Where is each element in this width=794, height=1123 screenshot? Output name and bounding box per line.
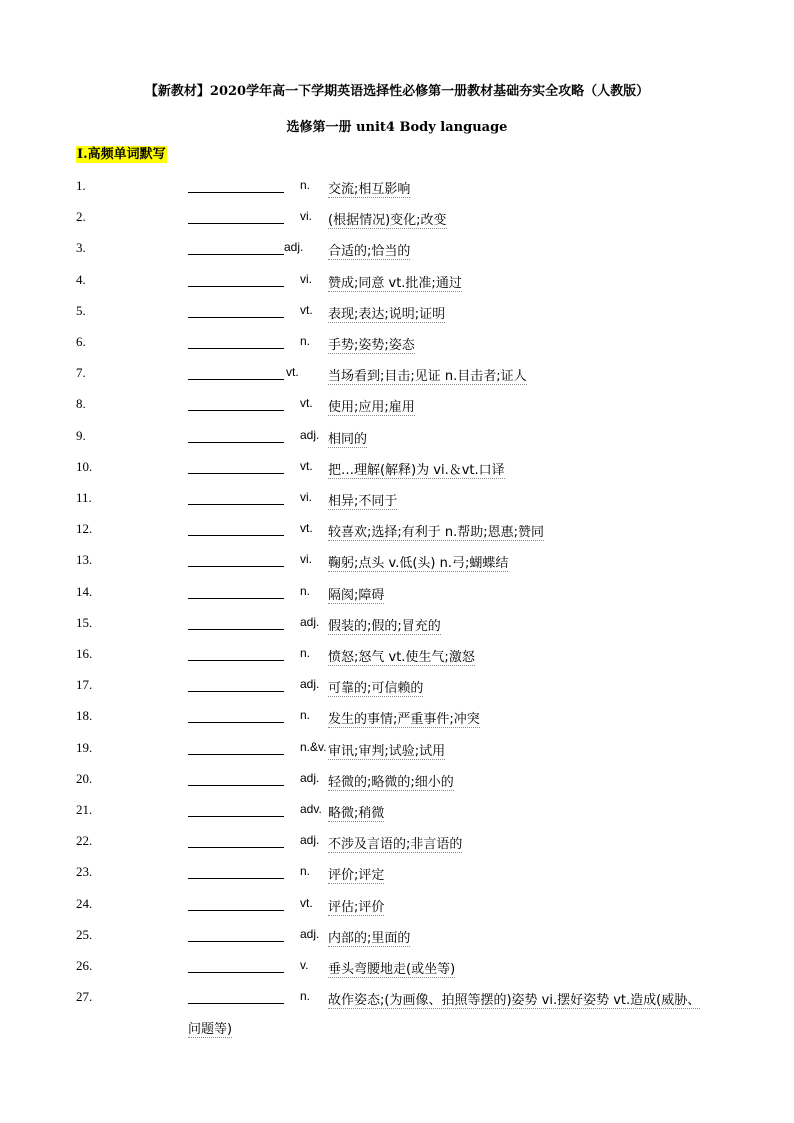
answer-blank[interactable] — [188, 473, 284, 474]
answer-blank[interactable] — [188, 629, 284, 630]
vocab-item — [0, 740, 794, 760]
part-of-speech: vt. — [300, 895, 313, 910]
document-title: 【新教材】2020学年高一下学期英语选择性必修第一册教材基础夯实全攻略（人教版） — [144, 84, 650, 99]
answer-blank[interactable] — [188, 722, 284, 723]
item-number: 4. — [76, 271, 86, 287]
item-number: 18. — [76, 708, 93, 724]
vocab-item — [0, 428, 794, 448]
section-heading: I.高频单词默写 — [77, 147, 166, 162]
chinese-meaning: (根据情况)变化;改变 — [328, 209, 447, 229]
item-number: 8. — [76, 396, 86, 412]
item-number: 3. — [76, 240, 86, 256]
item-27-continuation: 问题等) — [188, 1018, 232, 1038]
answer-blank[interactable] — [188, 535, 284, 536]
chinese-meaning: 使用;应用;雇用 — [328, 396, 415, 416]
vocab-item — [0, 958, 794, 978]
part-of-speech: adj. — [284, 240, 304, 255]
chinese-meaning: 轻微的;略微的;细小的 — [328, 771, 454, 791]
vocab-item — [0, 771, 794, 791]
answer-blank[interactable] — [188, 785, 284, 786]
part-of-speech: adj. — [300, 770, 320, 785]
vocab-item — [0, 802, 794, 822]
part-of-speech: vi. — [300, 271, 312, 286]
item-number: 16. — [76, 646, 93, 661]
answer-blank[interactable] — [188, 192, 284, 193]
vocab-item — [0, 615, 794, 635]
answer-blank[interactable] — [188, 598, 284, 599]
answer-blank[interactable] — [188, 941, 284, 942]
vocab-item — [0, 178, 794, 198]
vocab-item — [0, 584, 794, 604]
chinese-meaning: 当场看到;目击;见证 n.目击者;证人 — [328, 365, 527, 385]
chinese-meaning: 评价;评定 — [328, 864, 384, 884]
item-number: 13. — [76, 552, 93, 568]
item-number: 14. — [76, 583, 93, 599]
item-number: 17. — [76, 677, 93, 693]
answer-blank[interactable] — [188, 660, 284, 661]
part-of-speech: n. — [300, 864, 311, 879]
part-of-speech: adj. — [300, 926, 320, 941]
answer-blank[interactable] — [188, 1003, 284, 1004]
part-of-speech: adj. — [300, 677, 320, 692]
chinese-meaning: 略微;稍微 — [328, 802, 384, 822]
vocab-item — [0, 896, 794, 916]
part-of-speech: vt. — [300, 458, 313, 473]
answer-blank[interactable] — [188, 286, 284, 287]
part-of-speech: n. — [300, 708, 311, 723]
vocab-item — [0, 490, 794, 510]
answer-blank[interactable] — [188, 754, 284, 755]
chinese-meaning: 手势;姿势;姿态 — [328, 334, 415, 354]
vocab-item — [0, 677, 794, 697]
answer-blank[interactable] — [188, 847, 284, 848]
chinese-meaning: 交流;相互影响 — [328, 178, 410, 198]
chinese-meaning: 发生的事情;严重事件;冲突 — [328, 708, 480, 728]
item-number: 5. — [76, 302, 86, 318]
part-of-speech: vi. — [300, 552, 312, 567]
part-of-speech: vt. — [300, 396, 313, 411]
vocab-item — [0, 989, 794, 1009]
part-of-speech: n. — [300, 989, 311, 1004]
answer-blank[interactable] — [188, 317, 284, 318]
part-of-speech: adv. — [300, 802, 322, 816]
item-number: 21. — [76, 802, 93, 817]
chinese-meaning: 赞成;同意 vt.批准;通过 — [328, 272, 462, 292]
vocab-item — [0, 303, 794, 323]
chinese-meaning: 垂头弯腰地走(或坐等) — [328, 958, 455, 978]
answer-blank[interactable] — [188, 878, 284, 879]
vocab-item — [0, 459, 794, 479]
answer-blank[interactable] — [188, 348, 284, 349]
answer-blank[interactable] — [188, 910, 284, 911]
part-of-speech: vi. — [300, 209, 312, 224]
item-number: 1. — [76, 178, 86, 193]
chinese-meaning: 鞠躬;点头 v.低(头) n.弓;蝴蝶结 — [328, 552, 508, 572]
item-number: 10. — [76, 458, 93, 474]
chinese-meaning: 假装的;假的;冒充的 — [328, 615, 441, 635]
chinese-meaning: 内部的;里面的 — [328, 927, 410, 947]
answer-blank[interactable] — [188, 972, 284, 973]
item-number: 9. — [76, 427, 86, 443]
chinese-meaning: 可靠的;可信赖的 — [328, 677, 423, 697]
part-of-speech: adj. — [300, 833, 320, 848]
vocab-item — [0, 396, 794, 416]
chinese-meaning: 评估;评价 — [328, 896, 384, 916]
part-of-speech: n. — [300, 178, 311, 192]
part-of-speech: vt. — [300, 302, 313, 317]
answer-blank[interactable] — [188, 254, 284, 255]
chinese-meaning: 审讯;审判;试验;试用 — [328, 740, 445, 760]
chinese-meaning: 把…理解(解释)为 vi.＆vt.口译 — [328, 459, 505, 479]
chinese-meaning: 表现;表达;说明;证明 — [328, 303, 445, 323]
part-of-speech: n. — [300, 334, 311, 348]
answer-blank[interactable] — [188, 442, 284, 443]
vocab-item — [0, 927, 794, 947]
item-number: 6. — [76, 334, 86, 349]
part-of-speech: vi. — [300, 490, 312, 504]
vocab-item — [0, 646, 794, 666]
chinese-meaning: 愤怒;怒气 vt.使生气;激怒 — [328, 646, 475, 666]
answer-blank[interactable] — [188, 410, 284, 411]
vocab-item — [0, 272, 794, 292]
part-of-speech: v. — [300, 958, 309, 972]
answer-blank[interactable] — [188, 816, 284, 817]
item-number: 12. — [76, 521, 93, 537]
part-of-speech: n.&v. — [300, 739, 327, 754]
item-number: 20. — [76, 770, 93, 786]
item-number: 25. — [76, 926, 93, 942]
chinese-meaning: 故作姿态;(为画像、拍照等摆的)姿势 vi.摆好姿势 vt.造成(威胁、 — [328, 989, 700, 1009]
chinese-meaning: 隔阂;障碍 — [328, 584, 384, 604]
chinese-meaning: 不涉及言语的;非言语的 — [328, 833, 462, 853]
vocab-item — [0, 708, 794, 728]
item-number: 7. — [76, 365, 86, 381]
vocab-item — [0, 240, 794, 260]
item-number: 27. — [76, 989, 93, 1005]
part-of-speech: n. — [300, 646, 311, 660]
document-subtitle: 选修第一册 unit4 Body language — [286, 120, 508, 135]
vocab-item — [0, 209, 794, 229]
item-number: 15. — [76, 614, 93, 630]
answer-blank[interactable] — [188, 223, 284, 224]
answer-blank[interactable] — [188, 379, 284, 380]
answer-blank[interactable] — [188, 504, 284, 505]
part-of-speech: vt. — [286, 365, 299, 380]
item-number: 19. — [76, 739, 93, 755]
vocab-item — [0, 864, 794, 884]
vocab-item — [0, 833, 794, 853]
item-number: 11. — [76, 490, 92, 505]
vocab-item — [0, 552, 794, 572]
chinese-meaning: 较喜欢;选择;有利于 n.帮助;恩惠;赞同 — [328, 521, 544, 541]
answer-blank[interactable] — [188, 691, 284, 692]
answer-blank[interactable] — [188, 566, 284, 567]
chinese-meaning: 相同的 — [328, 428, 367, 448]
item-number: 26. — [76, 958, 93, 973]
vocab-item — [0, 365, 794, 385]
part-of-speech: adj. — [300, 427, 320, 442]
vocab-item — [0, 521, 794, 541]
part-of-speech: vt. — [300, 521, 313, 536]
item-number: 24. — [76, 895, 93, 911]
item-number: 23. — [76, 864, 93, 880]
item-number: 22. — [76, 833, 93, 849]
item-number: 2. — [76, 209, 86, 225]
chinese-meaning: 相异;不同于 — [328, 490, 397, 510]
part-of-speech: n. — [300, 583, 311, 598]
vocab-item — [0, 334, 794, 354]
chinese-meaning: 合适的;恰当的 — [328, 240, 410, 260]
part-of-speech: adj. — [300, 614, 320, 629]
